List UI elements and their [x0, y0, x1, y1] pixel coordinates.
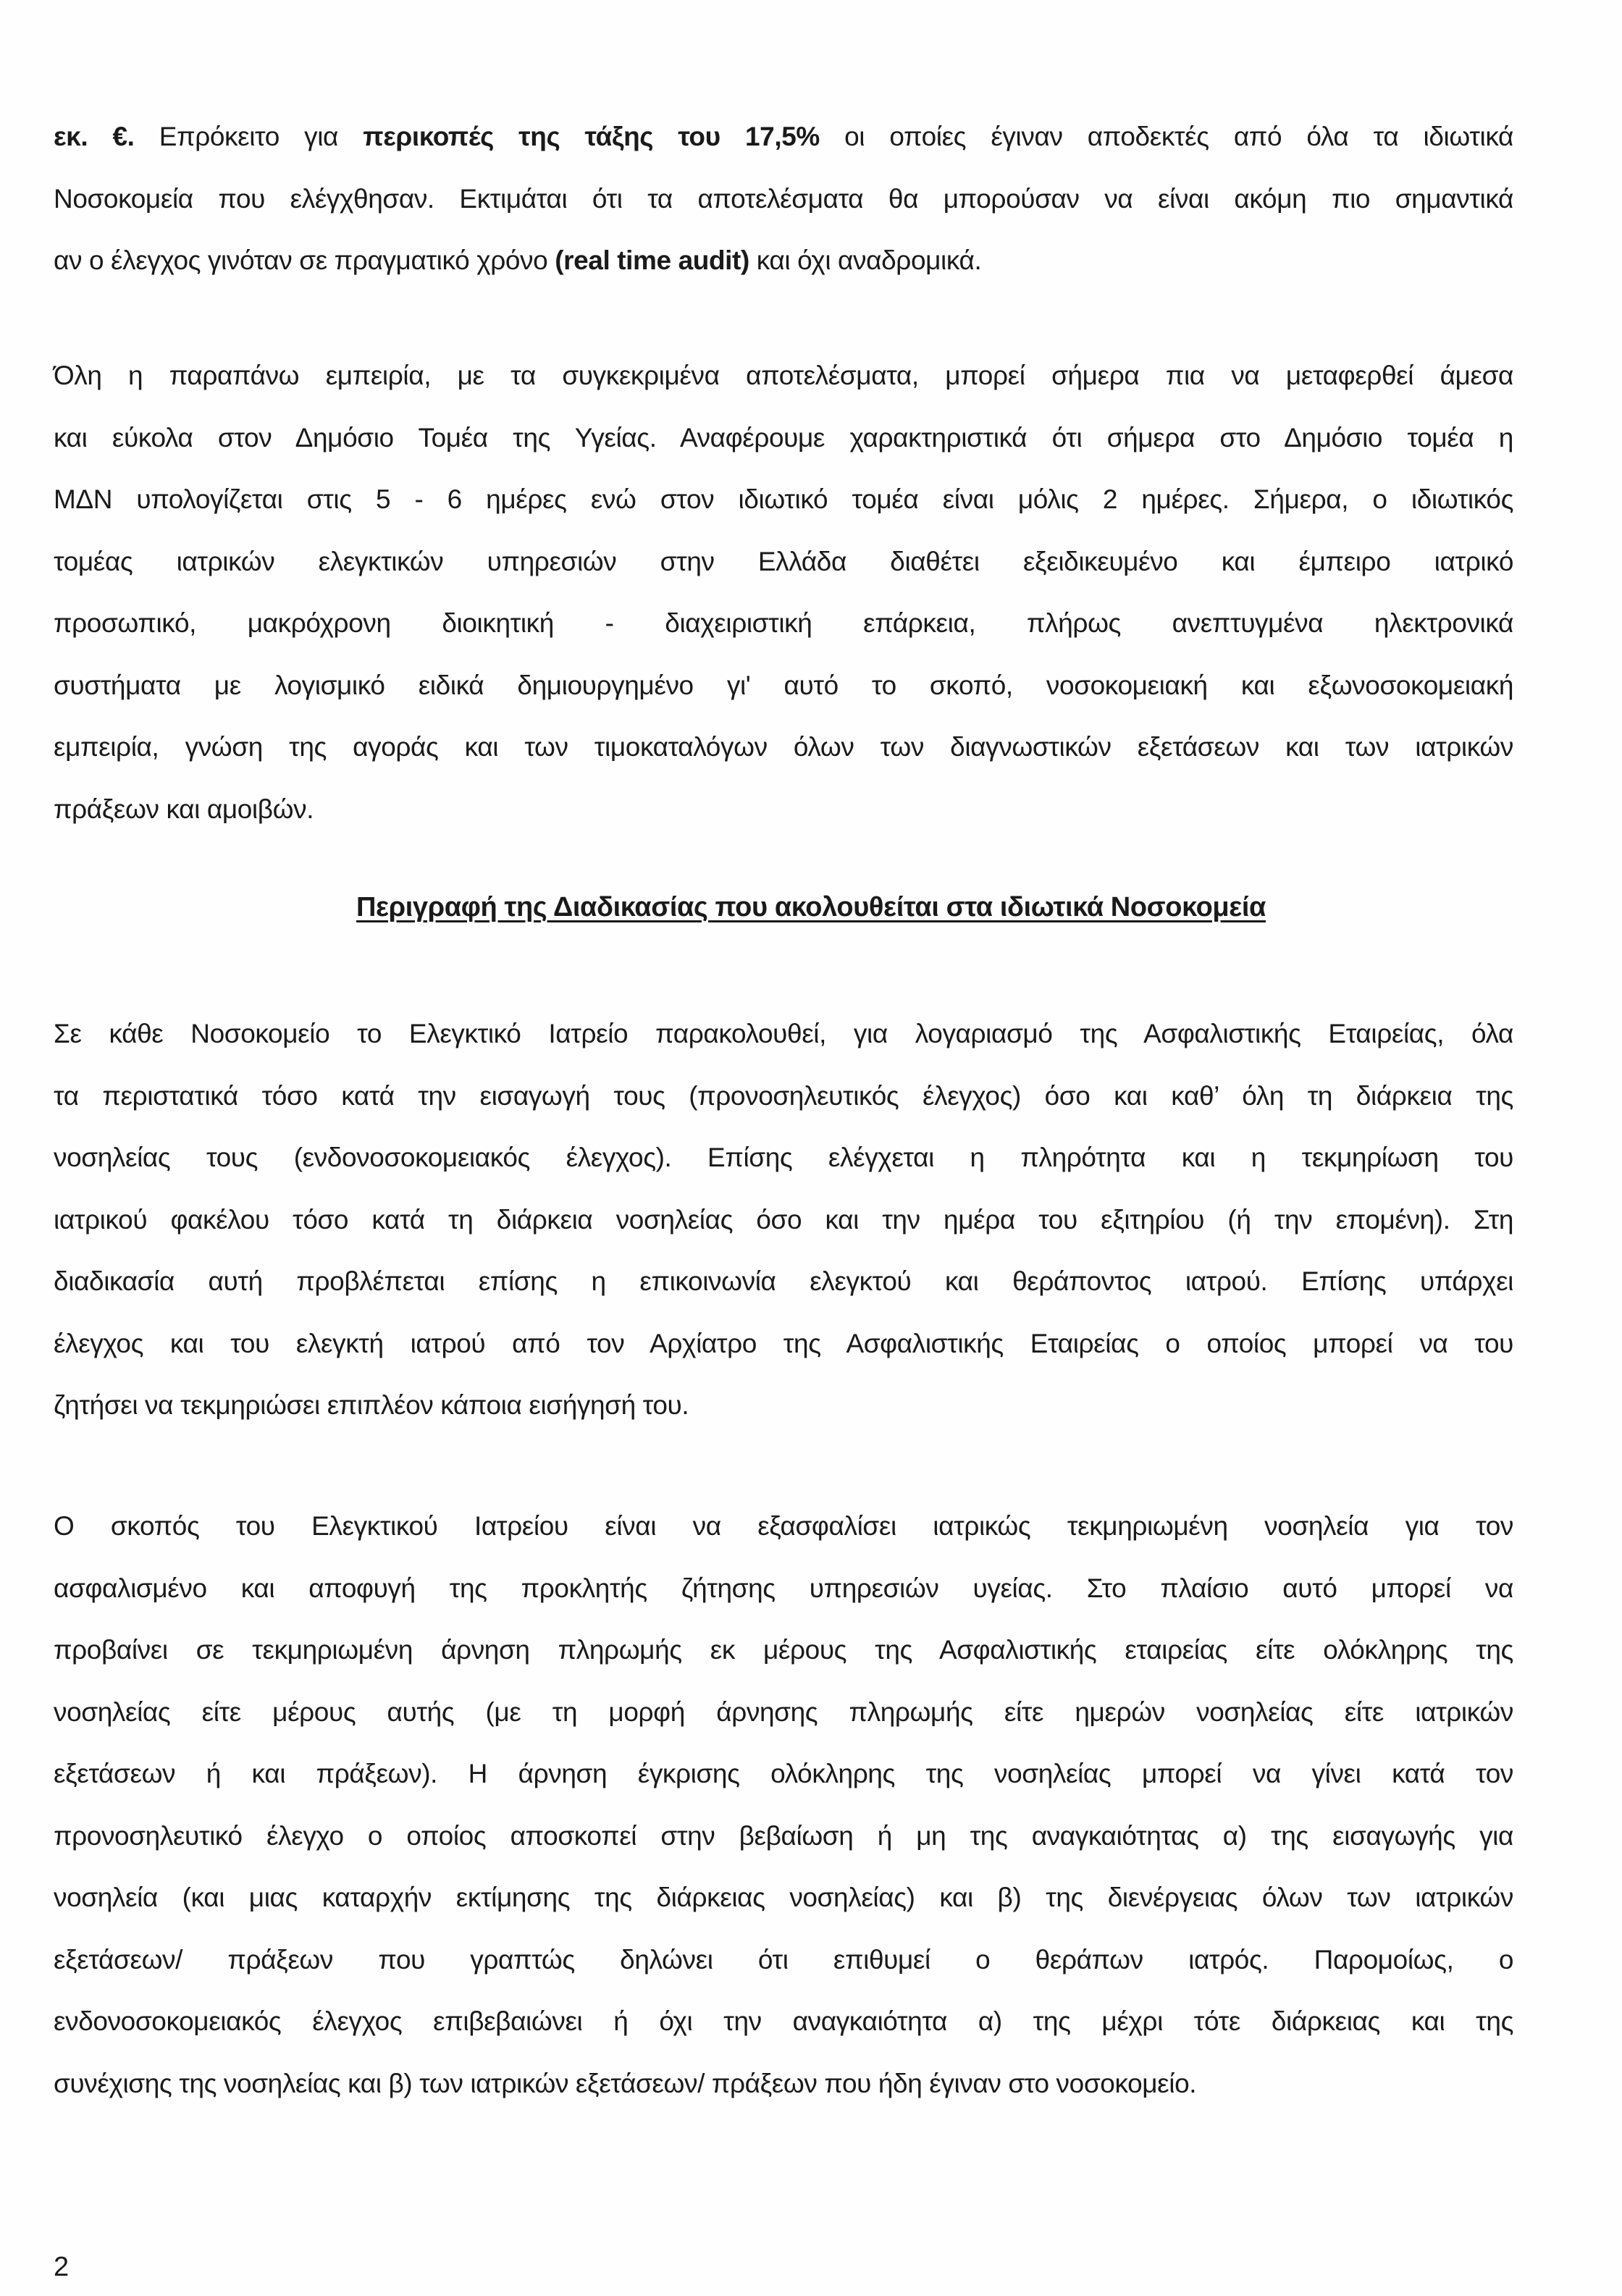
text-run: προβαίνει σε τεκμηριωμένη άρνηση πληρωμής εκ μέρους της Ασφαλιστικής εταιρείας είτε ολόκληρης της	[54, 1635, 1513, 1665]
text-run: νοσηλεία (και μιας καταρχήν εκτίμησης της διάρκειας νοσηλείας) και β) της διενέργειας όλων των ιατρικών	[54, 1883, 1513, 1912]
text-line	[54, 1681, 1513, 1744]
text-line	[54, 531, 1513, 593]
bold-text: (real time audit)	[555, 245, 749, 275]
paragraph-audit-purpose	[54, 1495, 1513, 2114]
text-line	[54, 1805, 1513, 1867]
text-line	[54, 106, 1513, 168]
section-heading: Περιγραφή της Διαδικασίας που ακολουθείται στα ιδιωτικά Νοσοκομεία	[356, 892, 1266, 922]
text-line	[54, 1495, 1513, 1557]
bold-text: εκ. €.	[54, 122, 135, 151]
text-run: αν ο έλεγχος γινόταν σε πραγματικό χρόνο	[54, 245, 555, 275]
text-run: Επρόκειτο για	[134, 122, 364, 151]
text-line	[54, 345, 1513, 407]
text-run: και εύκολα στον Δημόσιο Τομέα της Υγείας. Αναφέρουμε χαρακτηριστικά ότι σήμερα στο Δημόσιο τομέα η	[54, 422, 1513, 453]
text-run: ενδονοσοκομειακός έλεγχος επιβεβαιώνει ή όχι την αναγκαιότητα α) της μέχρι τότε διάρκειας και της	[54, 2006, 1513, 2036]
text-line	[54, 230, 1513, 292]
bold-text: περικοπές της τάξης του 17,5%	[363, 122, 820, 151]
paragraph-audit-procedure	[54, 1003, 1513, 1437]
text-line	[54, 1557, 1513, 1620]
text-line	[54, 1313, 1513, 1375]
text-run: εξετάσεων/ πράξεων που γραπτώς δηλώνει ότι επιθυμεί ο θεράπων ιατρός. Παρομοίως, ο	[54, 1944, 1513, 1975]
text-run: Νοσοκομεία που ελέγχθησαν. Εκτιμάται ότι τα αποτελέσματα θα μπορούσαν να είναι ακόμη πιο σημαντικά	[54, 183, 1513, 214]
paragraph-savings-results	[54, 106, 1513, 292]
text-line	[54, 592, 1513, 655]
text-line	[54, 1250, 1513, 1313]
text-line	[54, 2053, 1513, 2115]
text-line	[54, 1929, 1513, 1991]
text-run: εμπειρία, γνώση της αγοράς και των τιμοκαταλόγων όλων των διαγνωστικών εξετάσεων και των ιατρικών	[54, 732, 1513, 762]
text-line	[54, 1374, 1513, 1437]
text-run: ΜΔΝ υπολογίζεται στις 5 - 6 ημέρες ενώ στον ιδιωτικό τομέα είναι μόλις 2 ημέρες. Σήμερα, ο ιδιωτικός	[54, 484, 1513, 514]
paragraph-public-sector-transfer	[54, 345, 1513, 840]
text-line	[54, 1127, 1513, 1189]
text-run: συστήματα με λογισμικό ειδικά δημιουργημένο γι' αυτό το σκοπό, νοσοκομειακή και εξωνοσοκομειακή	[54, 670, 1513, 700]
text-run: έλεγχος και του ελεγκτή ιατρού από τον Αρχίατρο της Ασφαλιστικής Εταιρείας ο οποίος μπορεί να του	[54, 1328, 1513, 1358]
text-run: τα περιστατικά τόσο κατά την εισαγωγή τους (προνοσηλευτικός έλεγχος) όσο και καθ’ όλη τη διάρκεια της	[54, 1080, 1513, 1111]
text-line	[54, 1743, 1513, 1805]
text-run: ζητήσει να τεκμηριώσει επιπλέον κάποια εισήγησή του.	[54, 1390, 689, 1420]
text-line	[54, 1867, 1513, 1929]
text-line	[54, 1065, 1513, 1127]
text-run: Ο σκοπός του Ελεγκτικού Ιατρείου είναι να εξασφαλίσει ιατρικώς τεκμηριωμένη νοσηλεία για τον	[54, 1511, 1513, 1541]
text-line	[54, 1003, 1513, 1065]
text-run: πράξεων και αμοιβών.	[54, 794, 314, 824]
text-line	[54, 778, 1513, 841]
text-line	[54, 655, 1513, 717]
text-run: ασφαλισμένο και αποφυγή της προκλητής ζήτησης υπηρεσιών υγείας. Στο πλαίσιο αυτό μπορεί να	[54, 1573, 1513, 1603]
text-run: εξετάσεων ή και πράξεων). Η άρνηση έγκρισης ολόκληρης της νοσηλείας μπορεί να γίνει κατά τον	[54, 1759, 1513, 1788]
text-line	[54, 1990, 1513, 2053]
text-run: προνοσηλευτικό έλεγχο ο οποίος αποσκοπεί στην βεβαίωση ή μη της αναγκαιότητας α) της εισαγωγής για	[54, 1820, 1513, 1851]
text-run: διαδικασία αυτή προβλέπεται επίσης η επικοινωνία ελεγκτού και θεράποντος ιατρού. Επίσης υπάρχει	[54, 1266, 1513, 1296]
text-run: Όλη η παραπάνω εμπειρία, με τα συγκεκριμένα αποτελέσματα, μπορεί σήμερα πια να μεταφερθεί άμεσα	[54, 361, 1513, 390]
text-line	[54, 1619, 1513, 1681]
text-run: οι οποίες έγιναν αποδεκτές από όλα τα ιδιωτικά	[819, 122, 1514, 151]
text-run: τομέας ιατρικών ελεγκτικών υπηρεσιών στην Ελλάδα διαθέτει εξειδικευμένο και έμπειρο ιατρικό	[54, 546, 1513, 576]
text-run: και όχι αναδρομικά.	[749, 245, 982, 275]
text-line	[54, 407, 1513, 469]
text-line	[54, 468, 1513, 531]
text-line	[54, 168, 1513, 230]
text-run: συνέχισης της νοσηλείας και β) των ιατρικών εξετάσεων/ πράξεων που ήδη έγιναν στο νοσοκομείο.	[54, 2068, 1197, 2098]
text-run: Σε κάθε Νοσοκομείο το Ελεγκτικό Ιατρείο παρακολουθεί, για λογαριασμό της Ασφαλιστικής Εταιρείας, όλα	[54, 1019, 1513, 1048]
text-run: νοσηλείας είτε μέρους αυτής (με τη μορφή άρνησης πληρωμής είτε ημερών νοσηλείας είτε ιατρικών	[54, 1696, 1513, 1727]
text-run: νοσηλείας τους (ενδονοσοκομειακός έλεγχος). Επίσης ελέγχεται η πληρότητα και η τεκμηρίωση του	[54, 1143, 1513, 1172]
text-run: ιατρικού φακέλου τόσο κατά τη διάρκεια νοσηλείας όσο και την ημέρα του εξιτηρίου (ή την επομένη). Στη	[54, 1204, 1513, 1235]
text-line	[54, 716, 1513, 778]
page-number: 2	[54, 2252, 70, 2282]
text-run: προσωπικό, μακρόχρονη διοικητική - διαχειριστική επάρκεια, πλήρως ανεπτυγμένα ηλεκτρονικά	[54, 608, 1513, 638]
text-line	[54, 1189, 1513, 1251]
